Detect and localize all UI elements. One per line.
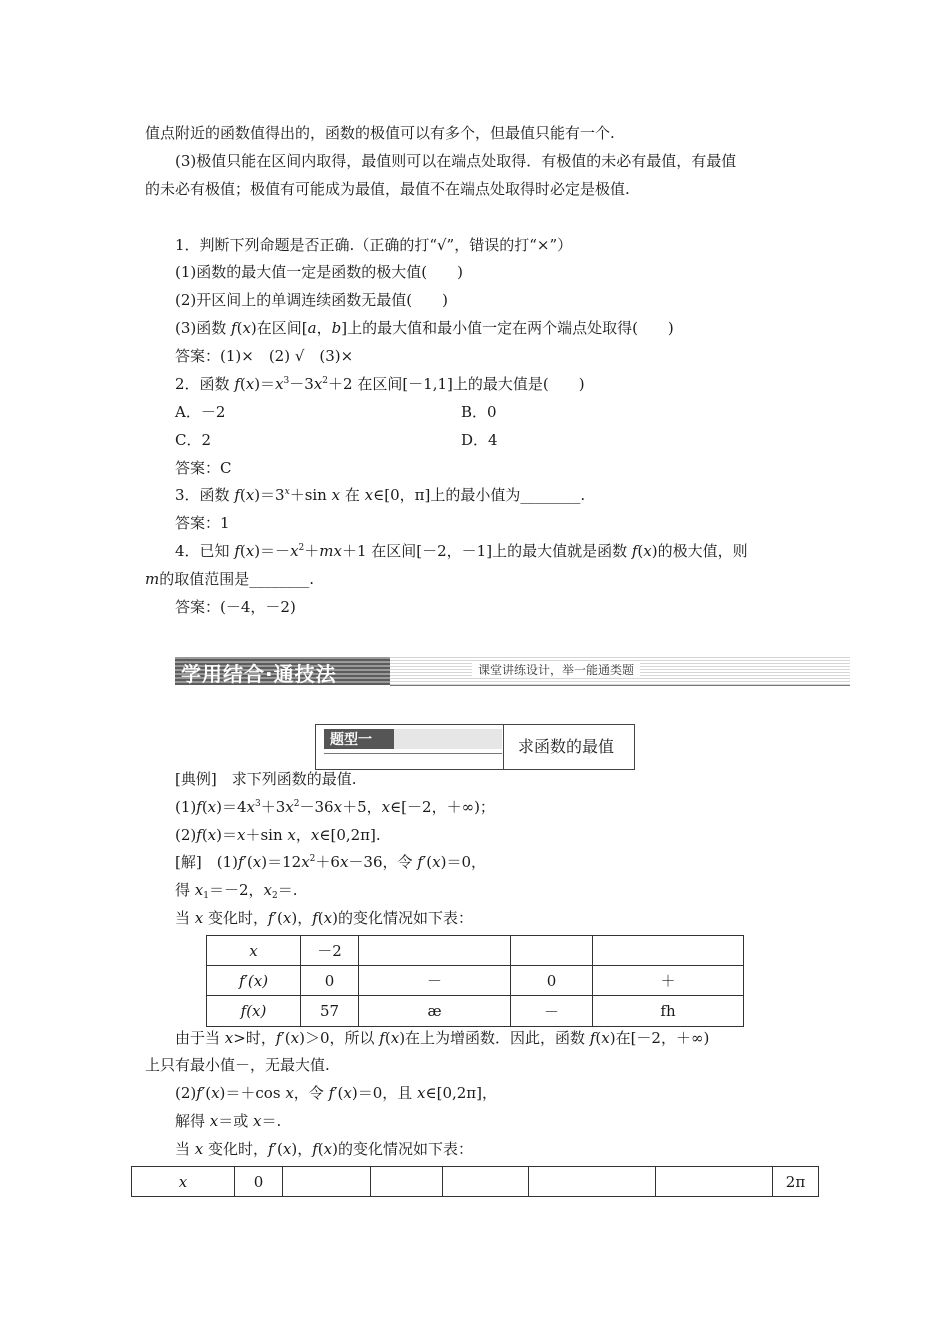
question-type-tag: 题型一 (324, 729, 502, 749)
table-cell: － (511, 996, 593, 1027)
exercise-3-answer: 答案：1 (175, 514, 230, 532)
exercise-2-option-d: D．4 (461, 431, 498, 449)
section-banner (175, 657, 850, 687)
table-cell: x (207, 936, 301, 966)
exercise-2-option-c: C．2 (175, 431, 212, 449)
table-cell: ＋ (593, 966, 744, 996)
table-row (207, 966, 744, 996)
variation-table-2 (131, 1166, 819, 1197)
exercise-2-answer: 答案：C (175, 459, 232, 477)
table-cell: 0 (511, 966, 593, 996)
table-cell: 0 (235, 1167, 283, 1197)
intro-line-1: 值点附近的函数值得出的，函数的极值可以有多个，但最值只能有一个. (145, 124, 615, 142)
question-type-tag-cell (316, 725, 504, 769)
table-cell (443, 1167, 529, 1197)
section-banner-rule (390, 657, 850, 686)
exercise-1-item-3: (3)函数 f(x)在区间[a，b]上的最大值和最小值一定在两个端点处取得( ) (175, 319, 674, 337)
variation-table-1 (206, 935, 744, 1027)
table-cell: － (359, 966, 511, 996)
section-banner-title-bar (175, 657, 390, 685)
exercise-1-answer: 答案：(1)× (2) √ (3)× (175, 347, 354, 365)
table-cell: 0 (301, 966, 359, 996)
solution-part-2-roots: 解得 x＝或 x＝. (175, 1112, 282, 1130)
question-type-title: 求函数的最值 (518, 737, 615, 756)
table-cell: æ (359, 996, 511, 1027)
table-cell (593, 936, 744, 966)
section-banner-subtitle: 课堂讲练设计，举一能通类题 (472, 661, 640, 678)
solution-conclusion-1-cont: 上只有最小值－，无最大值. (145, 1056, 330, 1074)
table-cell: f(x) (207, 996, 301, 1027)
table-cell: f′(x) (207, 966, 301, 996)
table-cell (283, 1167, 371, 1197)
table-cell: fh (593, 996, 744, 1027)
table-cell: 2π (773, 1167, 819, 1197)
exercise-1-item-1: (1)函数的最大值一定是函数的极大值( ) (175, 263, 463, 281)
section-banner-title: 学用结合·通技法 (181, 662, 337, 686)
intro-line-3: 的未必有极值；极值有可能成为最值，最值不在端点处取得时必定是极值. (145, 180, 630, 198)
exercise-4-question-cont: m的取值范围是________. (145, 570, 315, 588)
example-heading: [典例] 求下列函数的最值. (175, 770, 357, 788)
exercise-2-question: 2．函数 $f(x)=x^3-3x^2+2$ 在区间[－1,1]上的最大值是( ) (175, 375, 585, 393)
example-part-1: $(1)f(x)=4x^3+3x^2-36x+5$，x∈[－2，＋∞)； (175, 798, 495, 816)
table-cell (371, 1167, 443, 1197)
exercise-2-option-b: B．0 (461, 403, 497, 421)
table-cell (529, 1167, 656, 1197)
table-cell (511, 936, 593, 966)
exercise-2-option-a: A．－2 (175, 403, 226, 421)
exercise-1-item-2: (2)开区间上的单调连续函数无最值( ) (175, 291, 448, 309)
solution-part-2: (2)f′(x)＝＋cos x，令 f′(x)＝0，且 x∈[0,2π]， (175, 1084, 498, 1102)
question-type-box (315, 724, 635, 770)
exercise-4-question: 4．已知 $f(x)=-x^2+mx+1$ 在区间[－2，－1]上的最大值就是函数 f(x)的极大值，则 (175, 542, 748, 560)
solution-roots: 得 $x_1=-2$，$x_2=$. (175, 881, 298, 901)
solution-table-intro-1: 当 x 变化时，f′(x)，f(x)的变化情况如下表： (175, 909, 473, 927)
table-cell (359, 936, 511, 966)
solution-conclusion-1: 由于当 x>时，f′(x)＞0，所以 f(x)在上为增函数．因此，函数 f(x)在[－2，＋∞) (175, 1029, 710, 1047)
question-type-divider (324, 753, 502, 754)
solution-part-1: [解] $(1)f'(x)=12x^2+6x-36$，令 f′(x)＝0， (175, 853, 486, 871)
table-row (132, 1167, 819, 1197)
table-cell: x (132, 1167, 235, 1197)
exercise-3-question: 3．函数 $f(x)=3^x+\sin$ x 在 x∈[0，π]上的最小值为________. (175, 486, 586, 504)
exercise-4-answer: 答案：(－4，－2) (175, 598, 296, 616)
table-cell (656, 1167, 773, 1197)
table-cell: －2 (301, 936, 359, 966)
solution-table-intro-2: 当 x 变化时，f′(x)，f(x)的变化情况如下表： (175, 1140, 473, 1158)
exercise-1-question: 1．判断下列命题是否正确.（正确的打“√”，错误的打“×”） (175, 236, 573, 254)
example-part-2: (2)f(x)＝x＋sin x，x∈[0,2π]. (175, 826, 381, 844)
intro-line-2: (3)极值只能在区间内取得，最值则可以在端点处取得．有极值的未必有最值，有最值 (175, 152, 737, 170)
table-cell: 57 (301, 996, 359, 1027)
table-row (207, 996, 744, 1027)
table-row (207, 936, 744, 966)
